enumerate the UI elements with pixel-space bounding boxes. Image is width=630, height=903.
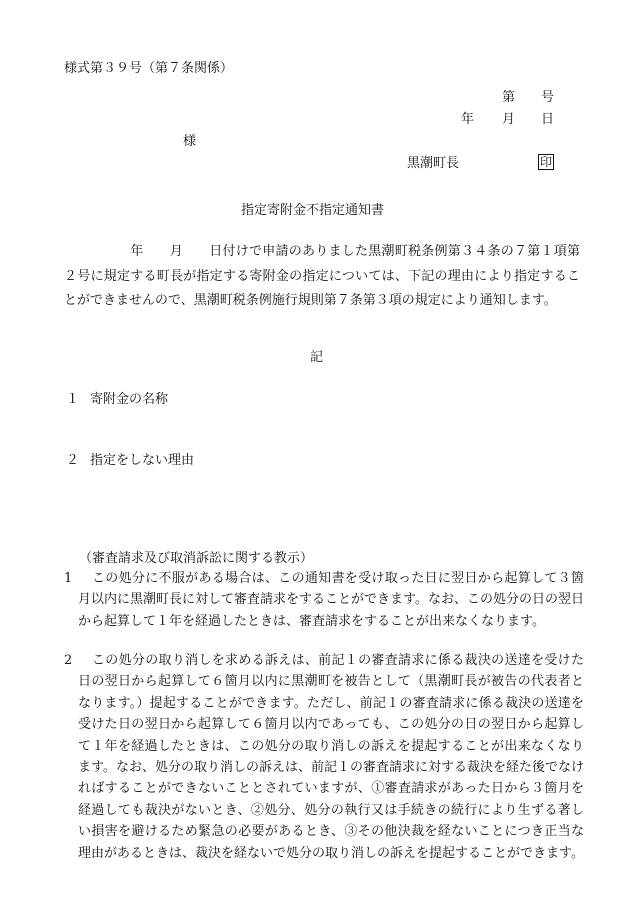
doc-number-label: 第 bbox=[502, 90, 516, 105]
doc-number-suffix: 号 bbox=[541, 90, 555, 105]
item-1 bbox=[66, 393, 168, 406]
body-text: 日付けで申請のありました黒潮町税条例第３４条の７第１項第２号に規定する町長が指定する寄附金の指定については、下記の理由により指定することができませんので、黒潮町税条例施行規則第７条第３項の規定により通知します。 bbox=[64, 244, 580, 308]
notice-item-2-text: この処分の取り消しを求める訴えは、前記１の審査請求に係る裁決の送達を受けた日の翌日から起算して６箇月以内に黒潮町を被告として（黒潮町長が被告の代表者となります。）提起することができます。ただし、前記１の審査請求に係る裁決の送達を受けた日の翌日から起算して６箇月以内であっても、この処分の日の翌日から起算して１年を経過したときは、この処分の取り消しの訴えを提起することが出来なくなります。なお、処分の取り消しの訴えは、前記１の審査請求に対する裁決を経た後でなければすることができないこととされていますが、①審査請求があった日から３箇月を経過しても裁決がないとき、②処分、処分の執行又は手続きの続行により生ずる著しい損害を避けるため緊急の必要があるとき、③その他決裁を経ないことにつき正当な理由があるときは、裁決を経ないで処分の取り消しの訴えを提起することができます。 bbox=[78, 653, 584, 861]
ki-heading: 記 bbox=[310, 350, 324, 365]
item-2-number: ２ bbox=[66, 453, 80, 468]
form-label: 様式第３９号（第７条関係） bbox=[64, 61, 234, 76]
date-year: 年 bbox=[461, 112, 475, 127]
item-1-label: 寄附金の名称 bbox=[90, 392, 169, 407]
notice-item-1-text: この処分に不服がある場合は、この通知書を受け取った日に翌日から起算して３箇月以内に黒潮町長に対して審査請求をすることができます。なお、この処分の日の翌日から起算して１年を経過したときは、審査請求をすることが出来なくなります。 bbox=[78, 571, 584, 629]
body-year: 年 bbox=[130, 244, 144, 259]
notice-item-2-number: 2 bbox=[64, 653, 73, 668]
sender-title: 黒潮町長 bbox=[407, 156, 460, 171]
notice-heading: （審査請求及び取消訴訟に関する教示） bbox=[79, 551, 314, 566]
date-month: 月 bbox=[502, 112, 516, 127]
body-month: 月 bbox=[169, 244, 183, 259]
seal-stamp: 印 bbox=[540, 155, 553, 169]
document-title: 指定寄附金不指定通知書 bbox=[241, 203, 385, 218]
notice-item-1-number: 1 bbox=[64, 571, 73, 586]
notice-item-2 bbox=[64, 650, 584, 864]
date-day: 日 bbox=[541, 112, 555, 127]
notice-item-1 bbox=[64, 568, 584, 632]
item-2 bbox=[66, 454, 194, 467]
item-2-label: 指定をしない理由 bbox=[90, 453, 195, 468]
item-1-number: １ bbox=[66, 392, 80, 407]
addressee-suffix: 様 bbox=[183, 134, 197, 149]
body-paragraph bbox=[64, 240, 580, 314]
